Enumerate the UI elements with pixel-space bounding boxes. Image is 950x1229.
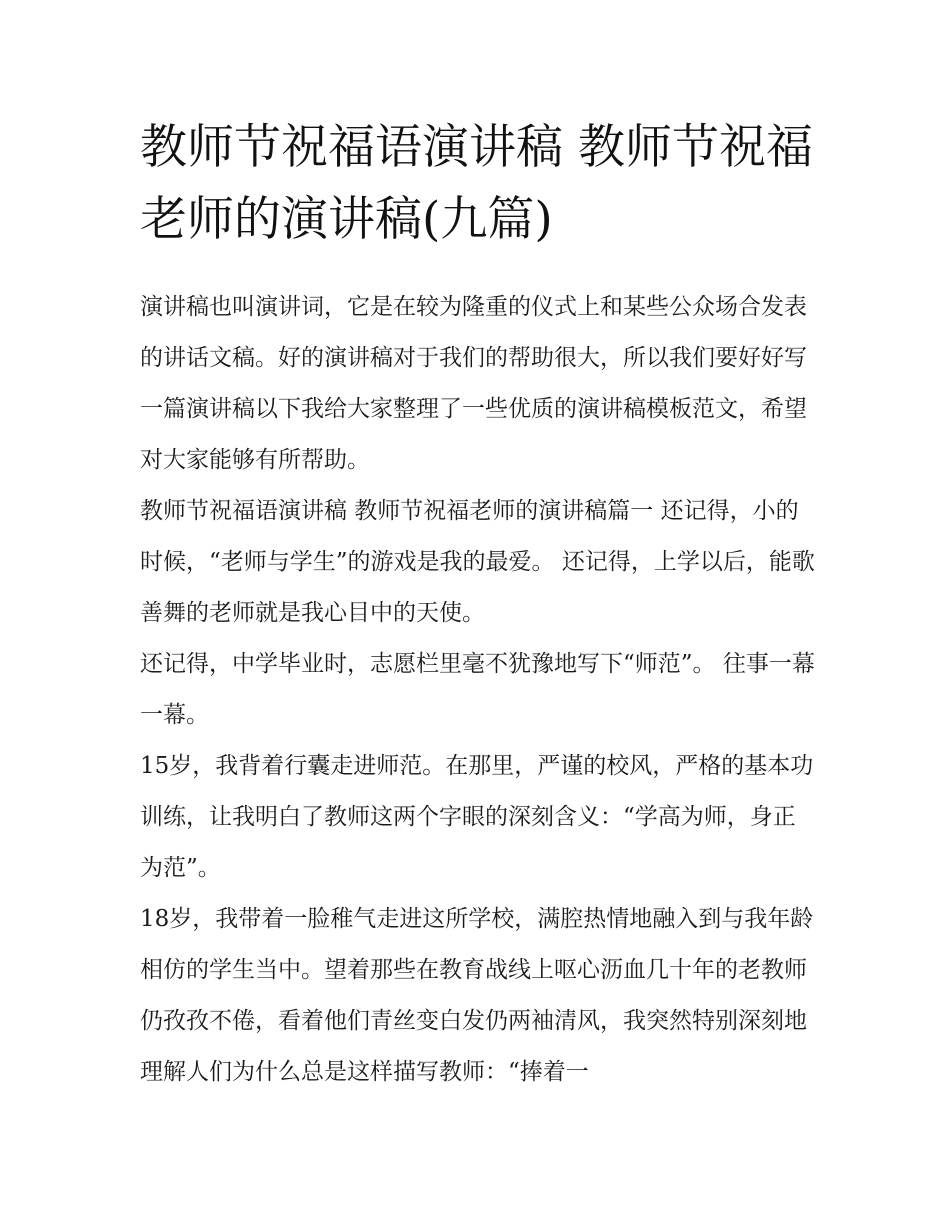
paragraph-memory-childhood: 教师节祝福语演讲稿 教师节祝福老师的演讲稿篇一 还记得，小的时候，“老师与学生”的游戏是我的最爱。 还记得，上学以后，能歌善舞的老师就是我心目中的天使。 bbox=[140, 498, 815, 626]
document-title: 教师节祝福语演讲稿 教师节祝福老师的演讲稿(九篇) bbox=[140, 120, 813, 247]
paragraph-age-18: 18岁，我带着一脸稚气走进这所学校，满腔热情地融入到与我年龄相仿的学生当中。望着那些在教育战线上呕心沥血几十年的老教师仍孜孜不倦，看着他们青丝变白发仍两袖清风，我突然特别深刻地理解人们为什么总是这样描写教师：“捧着一 bbox=[140, 906, 814, 1085]
paragraph-intro: 演讲稿也叫演讲词，它是在较为隆重的仪式上和某些公众场合发表的讲话文稿。好的演讲稿对于我们的帮助很大，所以我们要好好写一篇演讲稿以下我给大家整理了一些优质的演讲稿模板范文，希望对大家能够有所帮助。 bbox=[140, 294, 807, 473]
paragraph-memory-graduation: 还记得，中学毕业时，志愿栏里毫不犹豫地写下“师范”。 往事一幕一幕。 bbox=[140, 651, 815, 728]
paragraph-age-15: 15岁，我背着行囊走进师范。在那里，严谨的校风，严格的基本功训练，让我明白了教师这两个字眼的深刻含义：“学高为师，身正为范”。 bbox=[140, 753, 814, 881]
document-body bbox=[140, 282, 815, 1098]
